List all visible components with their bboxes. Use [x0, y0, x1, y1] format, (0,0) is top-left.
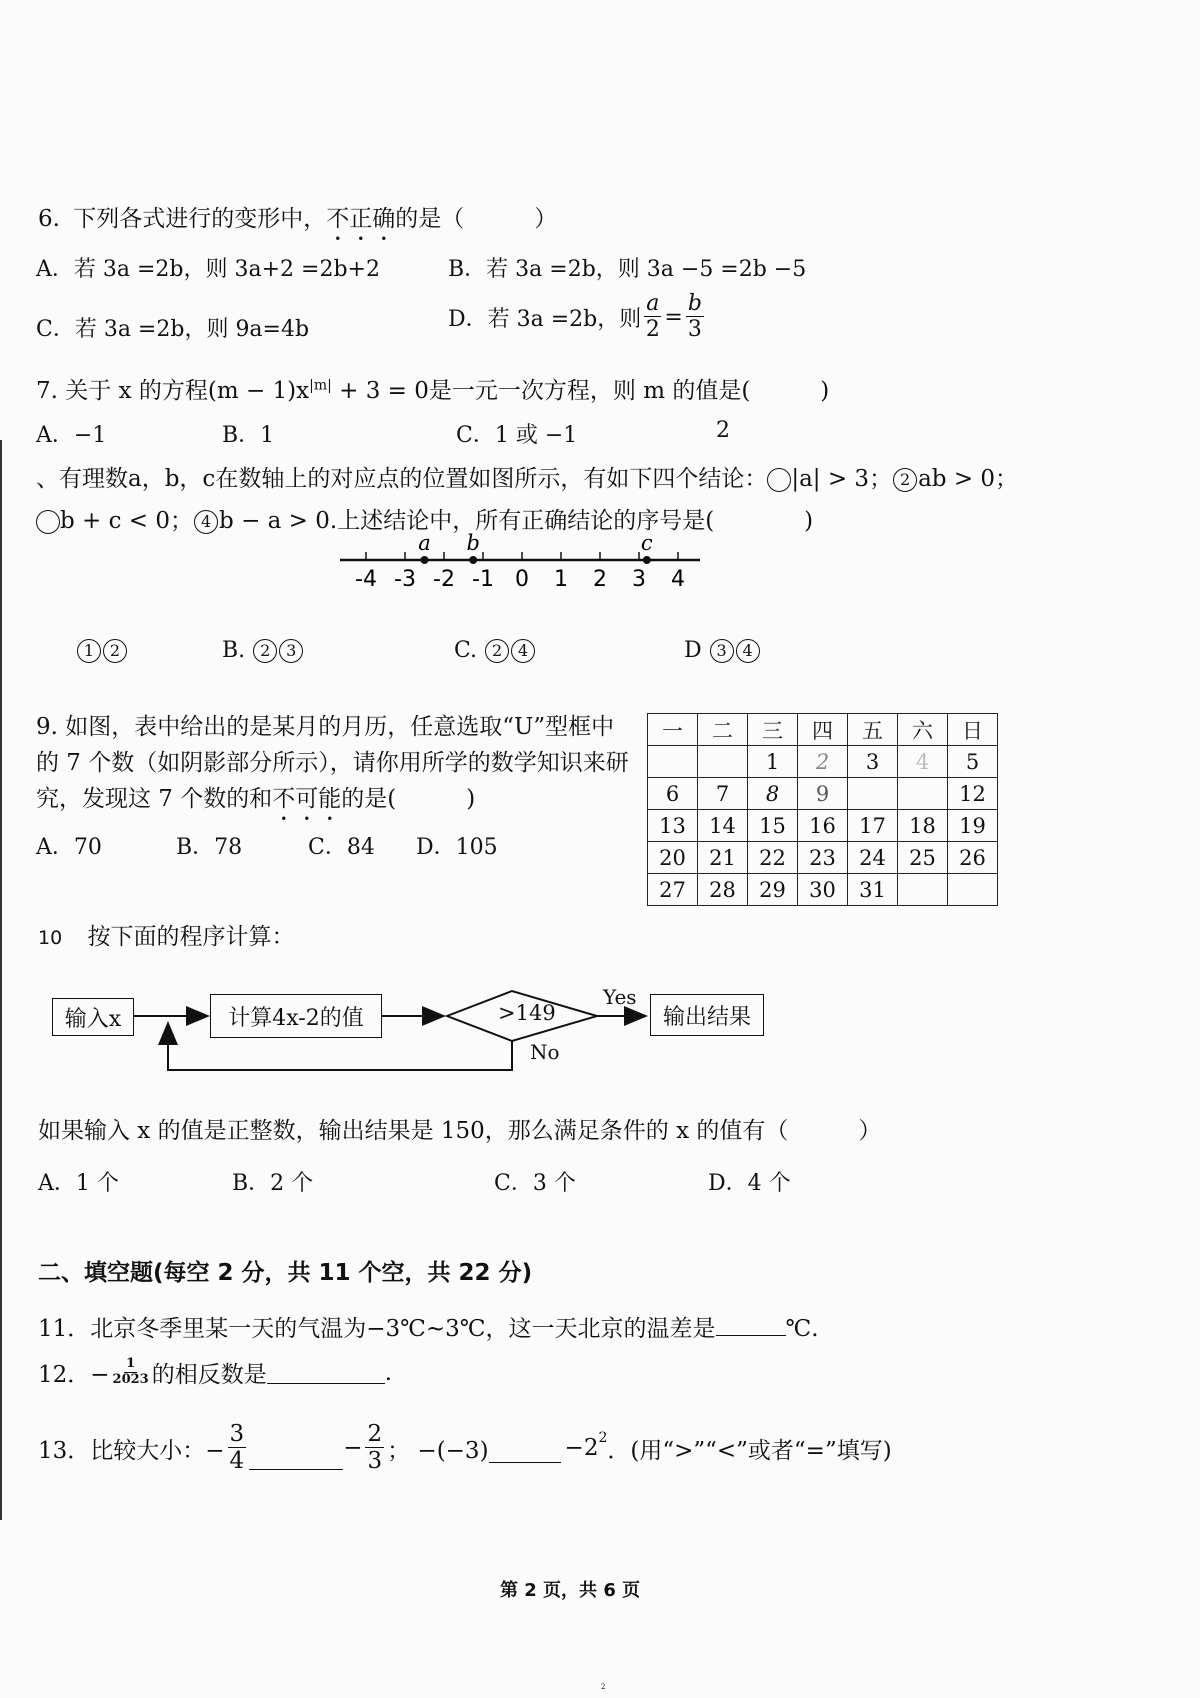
q8-conclusion-2: ab > 0；: [918, 466, 1019, 492]
calendar-cell: [848, 778, 898, 810]
q6-text-tail: 的是（: [395, 206, 465, 232]
q9-text: 究，发现这 7 个数的和: [36, 786, 273, 812]
fraction-denominator: 2: [645, 317, 660, 343]
q6-number: 6.: [38, 206, 60, 232]
q12: [38, 1356, 392, 1389]
calendar-cell: 6: [648, 778, 698, 810]
number-line-point-a: [421, 556, 429, 564]
equals-sign: =: [664, 304, 683, 330]
q7-exponent: |m|: [309, 377, 332, 394]
calendar-cell: 27: [648, 874, 698, 906]
calendar-header-row: [648, 714, 998, 746]
calendar-header-cell: 二: [698, 714, 748, 746]
q7-option-b: B．1: [222, 423, 275, 448]
q9-paren-close: ): [466, 786, 476, 812]
q10-text: 按下面的程序计算：: [87, 924, 295, 950]
answer-blank: [489, 1438, 561, 1463]
circled-4-mark: 4: [736, 639, 760, 663]
calendar-row: [648, 778, 998, 810]
q12-text: 的相反数是: [151, 1362, 267, 1388]
calendar-table: [647, 713, 998, 906]
number-line-tick-label: 0: [515, 567, 529, 592]
q13: [38, 1422, 892, 1475]
q10-question: [38, 1112, 881, 1145]
calendar-cell: 7: [698, 778, 748, 810]
q7-paren-close: ): [820, 378, 830, 404]
circled-4-mark: 4: [511, 639, 535, 663]
fraction-numerator: 1: [126, 1356, 136, 1372]
calendar-header-cell: 六: [898, 714, 948, 746]
fraction-denominator: 3: [687, 317, 702, 343]
page-footer: 第 2 页，共 6 页: [500, 1580, 641, 1601]
q9-text-tail: 的是(: [341, 786, 397, 812]
q6-option-a: A．若 3a =2b，则 3a+2 =2b+2: [36, 257, 380, 282]
circled-3-mark: 3: [710, 639, 734, 663]
calendar-header-cell: 五: [848, 714, 898, 746]
q13-separator: ； −(−3): [387, 1437, 489, 1464]
section-heading: 二、填空题(每空 2 分，共 11 个空，共 22 分): [38, 1260, 533, 1286]
number-line-tick-label: -3: [394, 567, 416, 592]
fraction-denominator: 2023: [112, 1371, 149, 1387]
calendar-cell: 14: [698, 810, 748, 842]
q13-power-base: −2: [564, 1435, 599, 1462]
flowchart-output-box: 输出结果: [650, 994, 764, 1036]
q10-option-b: B．2 个: [232, 1171, 314, 1196]
fraction-denominator: 3: [367, 1448, 383, 1475]
calendar-cell: [698, 746, 748, 778]
calendar-cell: 24: [848, 842, 898, 874]
number-line-tick-label: 2: [593, 567, 607, 592]
q10-option-d: D．4 个: [708, 1171, 791, 1196]
circled-3-mark: 3: [279, 639, 303, 663]
number-line-tick-label: -4: [355, 567, 377, 592]
calendar-cell: 20: [648, 842, 698, 874]
flowchart-no-label: No: [530, 1040, 560, 1064]
fraction-numerator: 3: [229, 1421, 245, 1447]
q10-paren-close: ）: [858, 1118, 882, 1144]
number-line-point-label-c: c: [640, 531, 653, 555]
q9-option-a: A．70: [36, 835, 102, 860]
q7-option-a: A．−1: [36, 423, 107, 448]
q10-option-c: C．3 个: [494, 1171, 576, 1196]
calendar-header-cell: 日: [948, 714, 998, 746]
q10-option-a: A．1 个: [38, 1171, 119, 1196]
q9-emphasis: 不可能: [272, 786, 342, 812]
fraction-numerator: 2: [367, 1421, 383, 1447]
q10-question-text: 如果输入 x 的值是正整数，输出结果是 150，那么满足条件的 x 的值有（: [38, 1118, 789, 1144]
calendar-cell: [898, 874, 948, 906]
q8-text: 、有理数a，b，c在数轴上的对应点的位置如图所示，有如下四个结论：: [36, 466, 768, 492]
calendar-row: [648, 746, 998, 778]
circled-3-mark: [36, 510, 60, 534]
calendar-cell: 26: [948, 842, 998, 874]
calendar-cell: 29: [748, 874, 798, 906]
q11-text: 11．北京冬季里某一天的气温为−3℃~3℃，这一天北京的温差是: [38, 1316, 716, 1342]
q13-fraction-3-4: [228, 1422, 247, 1475]
calendar-cell: 23: [798, 842, 848, 874]
q9-line1: 9. 如图，表中给出的是某月的月历，任意选取“U”型框中: [36, 714, 615, 740]
q8-line1: [36, 460, 1018, 493]
number-line-tick-label: -1: [472, 567, 494, 592]
circled-1-mark: 1: [77, 639, 101, 663]
q7-text-tail: + 3 = 0是一元一次方程，则 m 的值是(: [331, 378, 751, 404]
q10-number: 10: [38, 927, 63, 949]
calendar-cell: 19: [948, 810, 998, 842]
circled-2-mark: 2: [103, 639, 127, 663]
calendar-cell: 31: [848, 874, 898, 906]
circled-2-mark: 2: [485, 639, 509, 663]
fraction-numerator: b: [687, 291, 702, 316]
answer-blank: [267, 1361, 385, 1384]
flowchart-input-box: 输入x: [52, 998, 134, 1036]
calendar-cell: 1: [748, 746, 798, 778]
q8-paren-close: ): [804, 508, 814, 534]
calendar-header-cell: 一: [648, 714, 698, 746]
q13-power-exponent: 2: [598, 1430, 608, 1446]
number-line: [330, 528, 710, 592]
calendar-cell: [648, 746, 698, 778]
number-line-point-label-a: a: [418, 531, 431, 555]
calendar-cell: 13: [648, 810, 698, 842]
calendar-cell: 3: [848, 746, 898, 778]
q12-prefix: 12．−: [38, 1362, 110, 1388]
q10-stem: [38, 918, 295, 951]
flowchart-decision-label: >149: [498, 1001, 556, 1025]
q6-option-d: [448, 292, 707, 342]
q6-option-b: B．若 3a =2b，则 3a −5 =2b −5: [448, 257, 807, 282]
q8-option-a: [76, 638, 128, 663]
q12-fraction: [113, 1357, 149, 1387]
q8-conclusion-3: b + c < 0；: [60, 508, 194, 534]
circled-1-mark: [767, 468, 791, 492]
q6-option-d-text: D．若 3a =2b，则: [448, 306, 642, 332]
q6-text: 下列各式进行的变形中，: [73, 206, 327, 232]
calendar-cell: 4: [898, 746, 948, 778]
footer-tiny-mark: 2: [601, 1683, 606, 1691]
q13-instruction: ．(用“>”“<”或者“=”填写): [607, 1437, 892, 1464]
q8-conclusion-1: |a| > 3；: [791, 466, 893, 492]
circled-2-mark: 2: [253, 639, 277, 663]
number-line-tick-label: 3: [632, 567, 646, 592]
q12-end: .: [384, 1359, 393, 1386]
q13-prefix: 13．比较大小：−: [38, 1437, 225, 1464]
q6-paren-close: ）: [534, 206, 558, 232]
number-line-point-c: [643, 556, 651, 564]
calendar-row: [648, 842, 998, 874]
q8-conclusion-4: b − a > 0.上述结论中，所有正确结论的序号是(: [219, 508, 715, 534]
calendar-cell: [898, 778, 948, 810]
number-line-point-b: [469, 556, 477, 564]
q9-line2: 的 7 个数（如阴影部分所示），请你用所学的数学知识来研: [36, 750, 629, 776]
calendar-cell: 8: [748, 778, 798, 810]
q7-stem: [36, 372, 829, 405]
option-label: C.: [454, 638, 478, 663]
q11-unit: ℃.: [785, 1316, 819, 1342]
q7-text: 7. 关于 x 的方程(m − 1)x: [36, 378, 310, 404]
number-line-tick-label: 1: [554, 567, 568, 592]
q8-option-d: [684, 638, 761, 663]
circled-4-mark: 4: [194, 510, 218, 534]
calendar-header-cell: 三: [748, 714, 798, 746]
calendar-cell: 12: [948, 778, 998, 810]
calendar-cell: 28: [698, 874, 748, 906]
calendar-cell: 18: [898, 810, 948, 842]
q13-fraction-2-3: [365, 1422, 384, 1475]
q9-option-d: D．105: [416, 835, 498, 860]
calendar-row: [648, 810, 998, 842]
q9-line3: [36, 780, 475, 826]
calendar-cell: 15: [748, 810, 798, 842]
fraction-denominator: 4: [229, 1448, 245, 1475]
scan-edge: [0, 440, 2, 1520]
fraction-numerator: a: [646, 291, 660, 316]
calendar-cell: 9: [798, 778, 848, 810]
q9-option-c: C．84: [308, 835, 375, 860]
q8-option-b: [222, 638, 304, 663]
q9-option-b: B．78: [176, 835, 243, 860]
flowchart-yes-label: Yes: [603, 985, 637, 1009]
option-label: D: [684, 638, 702, 663]
q8-option-c: [454, 638, 536, 663]
answer-blank: [716, 1335, 786, 1336]
calendar-cell: [948, 874, 998, 906]
q7-option-d: 2: [716, 418, 730, 443]
circled-2-mark: 2: [893, 468, 917, 492]
q6-stem: [38, 200, 557, 246]
calendar-row: [648, 874, 998, 906]
calendar-cell: 25: [898, 842, 948, 874]
calendar-cell: 16: [798, 810, 848, 842]
q6-option-c: C．若 3a =2b，则 9a=4b: [36, 317, 310, 342]
answer-blank: [249, 1445, 343, 1470]
calendar-header-cell: 四: [798, 714, 848, 746]
q6-fraction-b-over-3: [686, 292, 704, 342]
calendar-cell: 5: [948, 746, 998, 778]
calendar-cell: 22: [748, 842, 798, 874]
option-label: B.: [222, 638, 246, 663]
calendar-cell: 17: [848, 810, 898, 842]
q6-emphasis: 不正确: [326, 206, 396, 232]
calendar-cell: 2: [798, 746, 848, 778]
q13-minus: −: [343, 1435, 363, 1462]
calendar-cell: 21: [698, 842, 748, 874]
calendar-cell: 30: [798, 874, 848, 906]
number-line-point-label-b: b: [466, 531, 480, 555]
q6-fraction-a-over-2: [644, 292, 661, 342]
q11: [38, 1310, 819, 1343]
number-line-tick-label: -2: [433, 567, 455, 592]
q7-option-c: C．1 或 −1: [456, 423, 578, 448]
flowchart-compute-box: 计算4x-2的值: [210, 994, 382, 1038]
number-line-tick-label: 4: [671, 567, 685, 592]
